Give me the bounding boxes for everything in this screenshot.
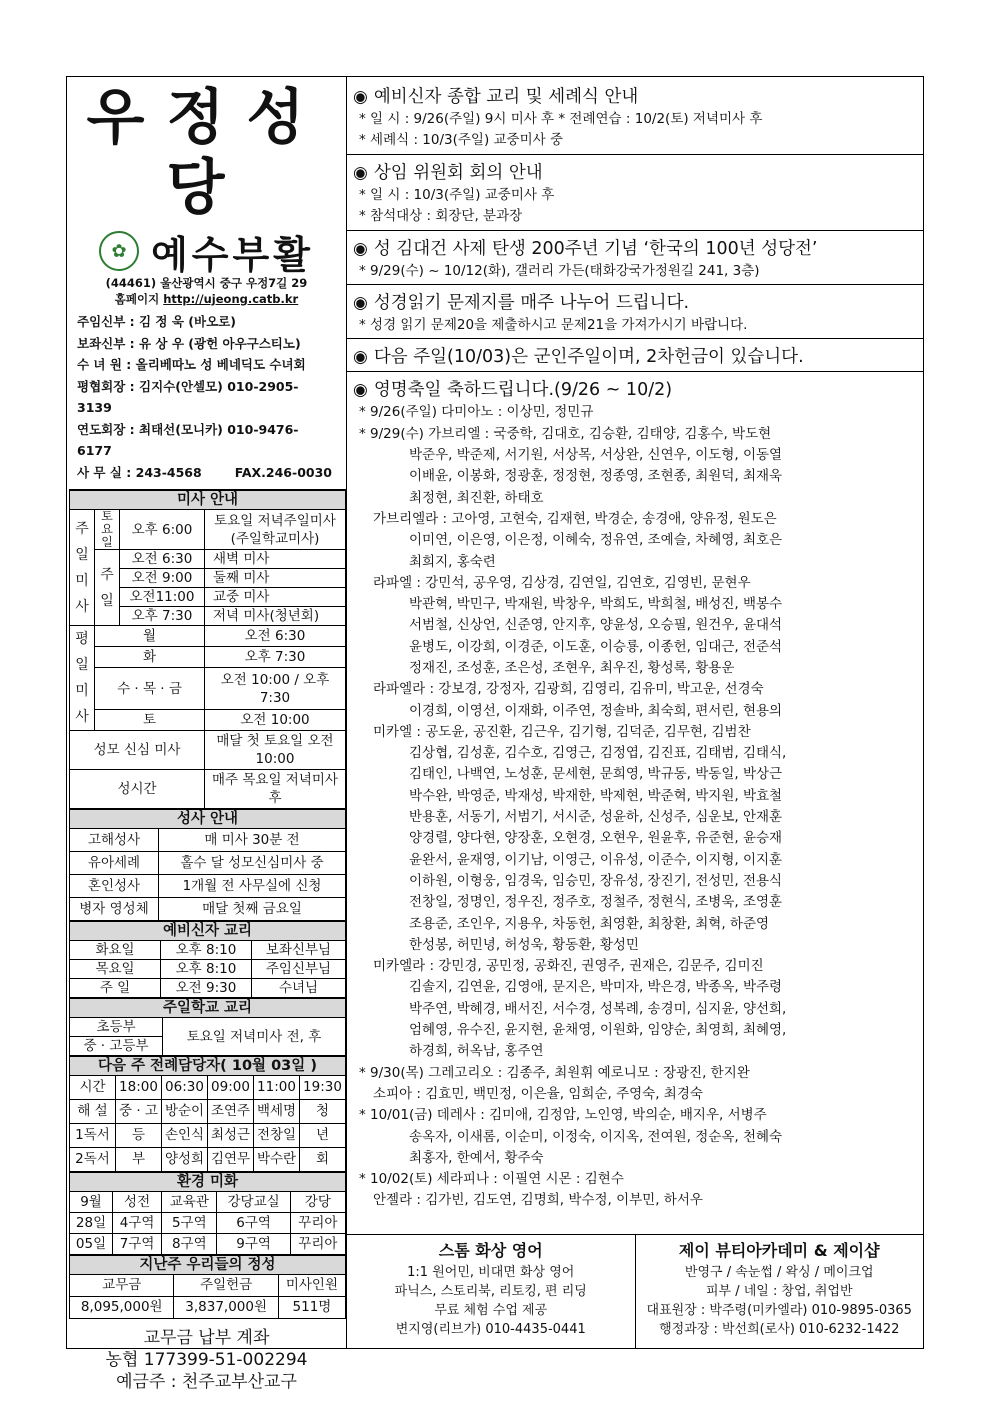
holy-hour-label: 성시간 — [70, 770, 205, 809]
catechumen-title: 예비신자 교리 — [70, 922, 346, 941]
table-cell: 혼인성사 — [70, 875, 159, 898]
notice-divider — [347, 338, 923, 339]
table-row — [70, 829, 346, 852]
table-cell: 백세명 — [254, 1100, 300, 1124]
account-title: 교무금 납부 계좌 — [143, 1328, 270, 1348]
table-cell: 홀수 달 성모신심미사 중 — [159, 852, 346, 875]
account-holder: 예금주 : 천주교부산교구 — [116, 1372, 297, 1392]
sunday-mass-label: 주 일 미 사 — [70, 510, 95, 626]
table-cell: 중 · 고 — [116, 1100, 162, 1124]
bullet-icon: ◉ — [353, 293, 368, 314]
bullet-icon: ◉ — [353, 87, 368, 107]
notice-item: * 성경 읽기 문제20을 제출하시고 문제21을 가져가시기 바랍니다. — [359, 317, 748, 334]
feast-line: 전창일, 정명인, 정우진, 정주호, 정철주, 정현식, 조병욱, 조영훈 — [409, 894, 783, 911]
sun-desc: 교중 미사 — [205, 588, 346, 607]
table-cell: 5구역 — [162, 1213, 217, 1234]
table-cell: 보좌신부님 — [252, 941, 346, 960]
table-row — [70, 1124, 346, 1148]
notice-item: * 9/29(수) ~ 10/12(화), 갤러리 가든(태화강국가정원길 241, 3층) — [359, 262, 760, 279]
table-cell: 6구역 — [217, 1213, 290, 1234]
table-row — [70, 1275, 346, 1297]
table-cell: 해 설 — [70, 1100, 116, 1124]
address: (44461) 울산광역시 중구 우정7길 29 — [105, 276, 308, 290]
table-cell: 수녀님 — [252, 979, 346, 998]
feast-line: 하경희, 허옥남, 홍주연 — [409, 1043, 544, 1060]
table-cell: 년 — [300, 1124, 346, 1148]
notice-item: * 일 시 : 9/26(주일) 9시 미사 후 * 전례연습 : 10/2(토) 저녁미사 후 — [359, 111, 763, 127]
feast-title-text: 영명축일 축하드립니다.(9/26 ~ 10/2) — [373, 380, 673, 401]
table-cell: 주임신부님 — [252, 960, 346, 979]
table-cell: 3,837,000원 — [174, 1297, 278, 1319]
feast-line: 소피아 : 김효민, 백민정, 이은율, 임희순, 주영숙, 최경숙 — [373, 1085, 703, 1102]
parish-logo-icon: ✿ — [99, 231, 139, 271]
sat-time: 오후 6:00 — [120, 510, 205, 550]
feast-title — [353, 378, 913, 402]
table-cell: 병자 영성체 — [70, 898, 159, 921]
feast-line: 조용준, 조인우, 지용우, 차동헌, 최영환, 최창환, 최혁, 하준영 — [409, 915, 770, 932]
table-cell: 손인식 — [162, 1124, 208, 1148]
staff-row — [77, 354, 346, 376]
sun-time: 오전11:00 — [120, 588, 205, 607]
notice-item: * 참석대상 : 회장단, 분과장 — [359, 208, 523, 225]
feast-line: 박준우, 박준제, 서기원, 서상목, 서상완, 신연우, 이도형, 이동열 — [409, 447, 783, 464]
table-cell: 19:30 — [300, 1076, 346, 1100]
staff-text: 연도회장 : 최태선(모니카) 010-9476-6177 — [77, 421, 299, 458]
table-row — [70, 852, 346, 875]
sunday-school-title: 주일학교 교리 — [70, 999, 346, 1018]
table-cell: 2독서 — [70, 1148, 116, 1172]
homepage: 홈페이지 http://ujeong.catb.kr — [114, 292, 299, 306]
feast-line: * 9/30(목) 그레고리오 : 김종주, 최원휘 예로니모 : 장광진, 한지완 — [359, 1064, 750, 1081]
feast-line: 한성봉, 허민녕, 허성욱, 황동환, 황성민 — [409, 936, 639, 953]
table-cell: 강당 — [290, 1192, 345, 1213]
staff-text: 수 녀 원 : 올리베따노 성 베네딕도 수녀회 — [77, 357, 306, 372]
table-cell: 교무금 — [70, 1275, 174, 1297]
elementary-label: 초등부 — [70, 1018, 163, 1037]
bullet-icon: ◉ — [353, 347, 368, 368]
notice-title — [353, 161, 913, 185]
feast-line: 가브리엘라 : 고아영, 고현숙, 김재현, 박경순, 송경애, 양유정, 원도은 — [373, 510, 777, 527]
ad-line: 무료 체험 수업 제공 — [434, 1303, 548, 1318]
saturday-label: 토 요 일 — [95, 510, 120, 550]
feast-line: 이미연, 이은영, 이은정, 이혜숙, 정유연, 조예슬, 차혜영, 최호은 — [409, 532, 783, 549]
table-cell: 시간 — [70, 1076, 116, 1100]
sacrament-title: 성사 안내 — [70, 810, 346, 829]
table-cell: 9구역 — [217, 1234, 290, 1255]
sunday-school-table — [69, 998, 346, 1056]
office-phone: 사 무 실 : 243-4568 — [77, 464, 202, 480]
table-row — [70, 941, 346, 960]
weekday-time: 오전 10:00 / 오후 7:30 — [205, 668, 346, 709]
right-column — [347, 77, 923, 1348]
feast-line: 윤병도, 이강희, 이경준, 이도훈, 이승룡, 이종헌, 임대근, 전준석 — [409, 638, 783, 655]
table-cell: 꾸리아 — [290, 1213, 345, 1234]
table-cell: 주일헌금 — [174, 1275, 278, 1297]
table-cell: 주 일 — [70, 979, 161, 998]
sun-time: 오후 7:30 — [120, 607, 205, 626]
offering-table — [69, 1255, 346, 1319]
feast-line: 김솔지, 김연윤, 김영애, 문지은, 박미자, 박은경, 박종옥, 박주령 — [409, 979, 783, 996]
table-cell: 박수란 — [254, 1148, 300, 1172]
feast-line: 박관혁, 박민구, 박재원, 박창우, 박희도, 박희철, 배성진, 백봉수 — [409, 596, 783, 613]
table-row — [70, 1213, 346, 1234]
table-row — [70, 1076, 346, 1100]
notice-title-text: 성 김대건 사제 탄생 200주년 기념 ‘한국의 100년 성당전’ — [373, 238, 818, 259]
middle-high-label: 중 · 고등부 — [70, 1037, 163, 1056]
notice-title — [353, 345, 913, 369]
table-cell: 4구역 — [113, 1213, 162, 1234]
weekday-time: 오전 6:30 — [205, 626, 346, 647]
table-cell: 조연주 — [208, 1100, 254, 1124]
table-cell: 9월 — [70, 1192, 113, 1213]
feast-line: 미카엘라 : 강민경, 공민정, 공화진, 권영주, 권재은, 김문주, 김미진 — [373, 958, 764, 975]
table-cell: 고해성사 — [70, 829, 159, 852]
sun-desc: 저녁 미사(청년회) — [205, 607, 346, 626]
table-cell: 7구역 — [113, 1234, 162, 1255]
staff-list — [77, 311, 346, 483]
holy-hour-value: 매주 목요일 저녁미사 후 — [205, 770, 346, 809]
weekday-mass-label: 평 일 미 사 — [70, 626, 95, 731]
table-row — [70, 1297, 346, 1319]
table-cell: 부 — [116, 1148, 162, 1172]
bulletin-page — [66, 76, 924, 1392]
office-fax: FAX.246-0030 — [234, 464, 332, 480]
cleaning-title: 환경 미화 — [70, 1173, 346, 1192]
marian-mass-value: 매달 첫 토요일 오전 10:00 — [205, 731, 346, 770]
table-cell: 06:30 — [162, 1076, 208, 1100]
church-name: 우정성당 — [86, 83, 327, 223]
table-cell: 전창일 — [254, 1124, 300, 1148]
notice-title-text: 예비신자 종합 교리 및 세례식 안내 — [373, 87, 639, 107]
sunday-school-time: 토요일 저녁미사 전, 후 — [163, 1018, 346, 1056]
feast-line: * 9/29(수) 가브리엘 : 국중학, 김대호, 김승환, 김태양, 김홍수, 박도현 — [359, 425, 772, 442]
table-cell: 회 — [300, 1148, 346, 1172]
notice-title-text: 다음 주일(10/03)은 군인주일이며, 2차헌금이 있습니다. — [373, 347, 804, 368]
table-cell: 05일 — [70, 1234, 113, 1255]
feast-line: 서범철, 신상언, 신준영, 안지후, 양윤성, 오승필, 원건우, 윤대석 — [409, 617, 783, 634]
mass-table — [69, 489, 346, 809]
sat-desc: 토요일 저녁주일미사 (주일학교미사) — [205, 510, 346, 550]
table-cell: 1개월 전 사무실에 신청 — [159, 875, 346, 898]
season-row — [67, 229, 346, 277]
weekday-day: 화 — [95, 647, 205, 668]
feast-line: 엄혜영, 유수진, 윤지현, 윤채영, 이원화, 임양순, 최영희, 최혜영, — [409, 1022, 787, 1039]
feast-line: 미카엘 : 공도윤, 공진환, 김근우, 김기형, 김덕준, 김무현, 김범찬 — [373, 723, 751, 740]
sun-desc: 새벽 미사 — [205, 550, 346, 569]
feast-line: 양경렬, 양다현, 양장훈, 오현경, 오현우, 원윤후, 유준현, 윤승재 — [409, 830, 783, 847]
offering-title: 지난주 우리들의 정성 — [70, 1256, 346, 1275]
feast-line: 라파엘라 : 강보경, 강정자, 김광희, 김영리, 김유미, 박고운, 선경숙 — [373, 681, 764, 698]
bullet-icon: ◉ — [353, 380, 368, 401]
feast-line: * 10/02(토) 세라피나 : 이필연 시몬 : 김현수 — [359, 1171, 624, 1188]
season-title: 예수부활 — [151, 231, 314, 277]
notice-item: * 세례식 : 10/3(주일) 교중미사 중 — [359, 132, 564, 149]
notice-divider — [347, 371, 923, 372]
table-cell: 8구역 — [162, 1234, 217, 1255]
ad-line: 대표원장 : 박주령(미카엘라) 010-9895-0365 — [646, 1303, 912, 1318]
feast-line: 윤완서, 윤재영, 이기남, 이영근, 이유성, 이준수, 이지형, 이지훈 — [409, 851, 783, 868]
liturgy-title: 다음 주 전례담당자( 10월 03일 ) — [70, 1057, 346, 1076]
table-cell: 양성희 — [162, 1148, 208, 1172]
weekday-time: 오전 10:00 — [205, 709, 346, 730]
account-number: 농협 177399-51-002294 — [105, 1350, 308, 1370]
table-cell: 8,095,000원 — [70, 1297, 174, 1319]
cleaning-table — [69, 1172, 346, 1255]
staff-row — [77, 376, 346, 419]
feast-line: 김태인, 나백연, 노성훈, 문세현, 문희영, 박규동, 박동일, 박상근 — [409, 766, 783, 783]
bullet-icon: ◉ — [353, 162, 368, 183]
left-column — [67, 77, 347, 1392]
feast-line: 반용훈, 서동기, 서범기, 서시준, 성윤하, 신성주, 심운보, 안재훈 — [409, 809, 783, 826]
table-row — [70, 1192, 346, 1213]
table-cell: 09:00 — [208, 1076, 254, 1100]
feast-line: 최정현, 최진환, 하태호 — [409, 489, 544, 506]
table-cell: 1독서 — [70, 1124, 116, 1148]
table-cell: 미사인원 — [278, 1275, 345, 1297]
staff-row — [77, 419, 346, 462]
notice-title-text: 상임 위원회 회의 안내 — [373, 162, 543, 183]
table-cell: 최성근 — [208, 1124, 254, 1148]
sun-time: 오전 9:00 — [120, 569, 205, 588]
sun-desc: 둘째 미사 — [205, 569, 346, 588]
table-row — [70, 960, 346, 979]
ad-line: 행정과장 : 박선희(로사) 010-6232-1422 — [659, 1322, 900, 1337]
ad-line: 1:1 원어민, 비대면 화상 영어 — [407, 1265, 575, 1280]
feast-line: 라파엘 : 강민석, 공우영, 김상경, 김연일, 김연호, 김영빈, 문현우 — [373, 574, 751, 591]
notice-item: * 일 시 : 10/3(주일) 교중미사 후 — [359, 186, 555, 203]
sacrament-table — [69, 809, 346, 921]
ad-section — [347, 1234, 923, 1348]
feast-line: 송옥자, 이새롬, 이순미, 이정숙, 이지옥, 전여원, 정순옥, 천혜숙 — [409, 1128, 783, 1145]
staff-row — [77, 311, 346, 333]
account-box — [67, 1319, 346, 1393]
staff-text: 평협회장 : 김지수(안셀모) 010-2905-3139 — [77, 378, 299, 415]
feast-line: 이배윤, 이봉화, 정광훈, 정정현, 정종영, 조현종, 최원덕, 최재욱 — [409, 468, 783, 485]
bullet-icon: ◉ — [353, 238, 368, 259]
staff-text: 주임신부 : 김 정 욱 (바오로) — [77, 314, 236, 329]
table-cell: 교육관 — [162, 1192, 217, 1213]
marian-mass-label: 성모 신심 미사 — [70, 731, 205, 770]
weekday-day: 월 — [95, 626, 205, 647]
weekday-day: 토 — [95, 709, 205, 730]
feast-line: 이경희, 이영선, 이재화, 이주연, 정솔바, 최숙희, 편서린, 현용의 — [409, 702, 783, 719]
notice-title-text: 성경읽기 문제지를 매주 나누어 드립니다. — [373, 293, 690, 314]
table-cell: 방순이 — [162, 1100, 208, 1124]
table-row — [70, 1148, 346, 1172]
weekday-time: 오후 7:30 — [205, 647, 346, 668]
table-cell: 청 — [300, 1100, 346, 1124]
ad-line: 변지영(리브가) 010-4435-0441 — [395, 1322, 586, 1337]
table-cell: 성전 — [113, 1192, 162, 1213]
table-cell: 목요일 — [70, 960, 161, 979]
table-cell: 유아세례 — [70, 852, 159, 875]
table-row — [70, 875, 346, 898]
feast-line: 최홍자, 한예서, 황주숙 — [409, 1149, 544, 1166]
feast-line: 안젤라 : 김가빈, 김도연, 김명희, 박수정, 이부민, 하서우 — [373, 1192, 703, 1209]
table-cell: 18:00 — [116, 1076, 162, 1100]
ad-box — [347, 1235, 635, 1348]
feast-line: * 9/26(주일) 다미아노 : 이상민, 정민규 — [359, 404, 594, 421]
table-cell: 매달 첫째 금요일 — [159, 898, 346, 921]
ad-line: 피부 / 네일 : 창업, 취업반 — [705, 1284, 853, 1299]
ad-line: 파닉스, 스토리북, 리토킹, 편 리딩 — [394, 1284, 587, 1299]
feast-line: 이하원, 이형웅, 임경욱, 임승민, 장유성, 장진기, 전성민, 전용식 — [409, 872, 783, 889]
table-cell: 꾸리아 — [290, 1234, 345, 1255]
notice-divider — [347, 284, 923, 285]
feast-line: 박주연, 박혜경, 배서진, 서수경, 성복례, 송경미, 심지윤, 양선희, — [409, 1000, 787, 1017]
liturgy-table — [69, 1056, 346, 1172]
feast-line: 정재진, 조성훈, 조은성, 조현우, 최우진, 황성록, 황용운 — [409, 660, 735, 676]
ad-box — [635, 1235, 924, 1348]
catechumen-table — [69, 921, 346, 998]
sunday-label: 주 일 — [95, 550, 120, 626]
notice-divider — [347, 230, 923, 231]
sun-time: 오전 6:30 — [120, 550, 205, 569]
table-row — [70, 1100, 346, 1124]
feast-line: 박수완, 박영준, 박재성, 박재한, 박제현, 박준혁, 박지원, 박효철 — [409, 787, 783, 804]
feast-line: 최희지, 홍숙련 — [409, 553, 496, 570]
table-cell: 28일 — [70, 1213, 113, 1234]
table-cell: 오후 8:10 — [161, 960, 252, 979]
table-cell: 오후 8:10 — [161, 941, 252, 960]
table-cell: 김연무 — [208, 1148, 254, 1172]
notice-title — [353, 85, 913, 109]
table-cell: 화요일 — [70, 941, 161, 960]
homepage-link[interactable]: http://ujeong.catb.kr — [163, 292, 299, 306]
ad-title: 스톰 화상 영어 — [438, 1241, 543, 1260]
table-row — [70, 979, 346, 998]
ad-title: 제이 뷰티아카데미 & 제이샵 — [678, 1241, 880, 1260]
notice-list — [347, 77, 923, 1212]
notice-divider — [347, 154, 923, 155]
ad-line: 반영구 / 속눈썹 / 왁싱 / 메이크업 — [684, 1265, 874, 1280]
table-row — [70, 1234, 346, 1255]
table-cell: 오전 9:30 — [161, 979, 252, 998]
notice-title — [353, 291, 913, 315]
table-cell: 매 미사 30분 전 — [159, 829, 346, 852]
table-cell: 11:00 — [254, 1076, 300, 1100]
table-cell: 강당교실 — [217, 1192, 290, 1213]
feast-line: 김상협, 김성훈, 김수호, 김영근, 김정엽, 김진표, 김태범, 김태식, — [409, 745, 787, 762]
table-cell: 511명 — [278, 1297, 345, 1319]
staff-row — [77, 333, 346, 355]
weekday-day: 수 · 목 · 금 — [95, 668, 205, 709]
office-row — [77, 462, 346, 484]
staff-text: 보좌신부 : 유 상 우 (광헌 아우구스티노) — [77, 335, 301, 351]
mass-title: 미사 안내 — [70, 491, 346, 510]
feast-line: * 10/01(금) 데레사 : 김미애, 김정암, 노인영, 박의순, 배지우, 서병주 — [359, 1107, 767, 1124]
notice-title — [353, 237, 913, 261]
table-cell: 등 — [116, 1124, 162, 1148]
table-row — [70, 898, 346, 921]
